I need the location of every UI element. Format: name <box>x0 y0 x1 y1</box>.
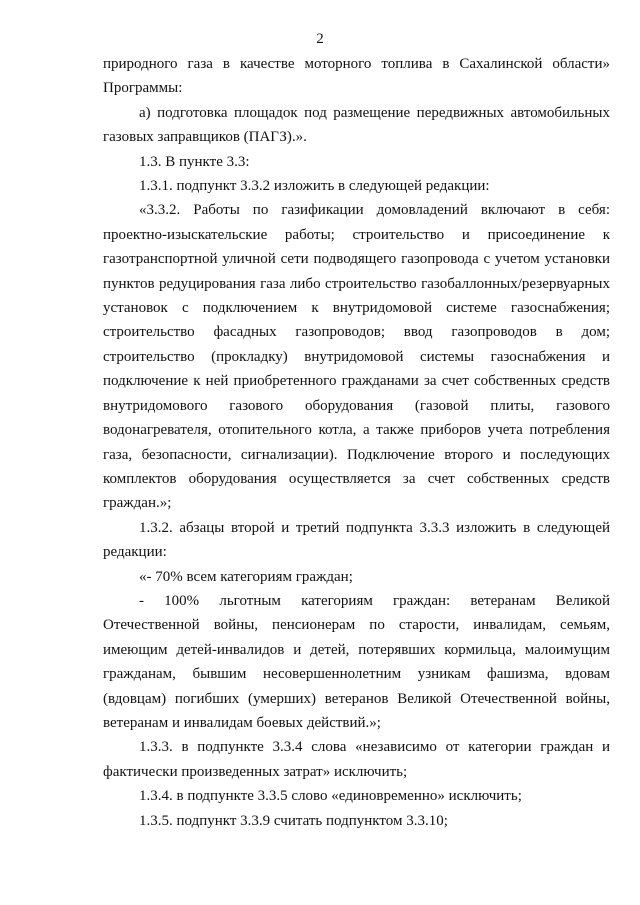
paragraph-100-percent: - 100% льготным категориям граждан: ветеранам Великой Отечественной войны, пенсионерам по старости, инвалидам, семьям, имеющим детей-инвалидов и детей, потерявших кормильца, малоимущим гражданам, бывшим несовершеннолетним узникам фашизма, вдовам (вдовцам) погибших (умерших) ветеранов Великой Отечественной войны, ветеранам и инвалидам боевых действий.»; <box>103 592 610 731</box>
paragraph-1-3-1: 1.3.1. подпункт 3.3.2 изложить в следующей редакции: <box>139 178 490 195</box>
page-number: 2 <box>316 31 324 47</box>
paragraph-1-3-3: 1.3.3. в подпункте 3.3.4 слова «независимо от категории граждан и фактически произведенных затрат» исключить; <box>103 739 610 780</box>
paragraph-1-3-2: 1.3.2. абзацы второй и третий подпункта 3.3.3 изложить в следующей редакции: <box>103 519 610 561</box>
paragraph-1-3: 1.3. В пункте 3.3: <box>139 153 250 170</box>
paragraph-3-3-2-text: «3.3.2. Работы по газификации домовладений включают в себя: проектно-изыскательские работы; строительство и присоединение к газотранспортной уличной сети подводящего газопровода с учетом установки пунктов редуцирования газа либо строительство газобаллонных/резервуарных установок с подключением к внутридомовой системе газоснабжения; строительство фасадных газопроводов; ввод газопроводов в дом; строительство (прокладку) внутридомовой системы газоснабжения и подключение к ней приобретенного гражданами за счет собственных средств внутридомового газового оборудования (газовой плиты, газового водонагревателя, отопительного котла, а также приборов учета потребления газа, безопасности, сигнализации). Подключение второго и последующих комплектов оборудования осуществляется за счет собственных средств граждан.»; <box>103 202 610 512</box>
paragraph-program-continuation: природного газа в качестве моторного топлива в Сахалинской области» Программы: <box>103 56 610 97</box>
document-body <box>103 52 610 833</box>
paragraph-70-percent: «- 70% всем категориям граждан; <box>139 568 353 585</box>
paragraph-1-3-4: 1.3.4. в подпункте 3.3.5 слово «единовременно» исключить; <box>139 788 522 805</box>
paragraph-item-a: а) подготовка площадок под размещение передвижных автомобильных газовых заправщиков (ПАГЗ).». <box>103 104 610 146</box>
paragraph-1-3-5: 1.3.5. подпункт 3.3.9 считать подпунктом 3.3.10; <box>139 812 448 829</box>
